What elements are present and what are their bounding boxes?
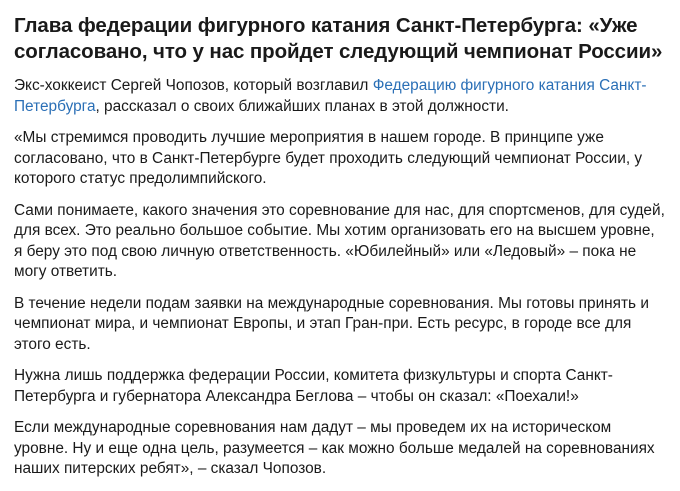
article-lead bbox=[14, 76, 666, 117]
article-paragraph: В течение недели подам заявки на международные соревнования. Мы готовы принять и чемпионат мира, и чемпионат Европы, и этап Гран-при. Есть ресурс, в городе все для этого есть. bbox=[14, 294, 649, 353]
lead-text-after: , рассказал о своих ближайших планах в этой должности. bbox=[95, 97, 509, 115]
article-paragraph: Нужна лишь поддержка федерации России, комитета физкультуры и спорта Санкт-Петербурга и губернатора Александра Беглова – чтобы он сказал: «Поехали!» bbox=[14, 367, 613, 405]
lead-text-before: Экс-хоккеист Сергей Чопозов, который возглавил bbox=[14, 77, 373, 94]
article-paragraph: Сами понимаете, какого значения это соревнование для нас, для спортсменов, для судей, для всех. Это реально большое событие. Мы хотим организовать его на высшем уровне, я беру это под свою личную ответственность. «Юбилейный» или «Ледовый» – пока не могу ответить. bbox=[14, 201, 665, 280]
article-paragraph: «Мы стремимся проводить лучшие мероприятия в нашем городе. В принципе уже согласовано, что в Санкт-Петербурге будет проходить следующий чемпионат России, у которого статус предолимпийского. bbox=[14, 129, 643, 187]
federation-link[interactable]: Федерацию фигурного катания Санкт-Петербурга bbox=[14, 77, 647, 115]
article-headline: Глава федерации фигурного катания Санкт-Петербурга: «Уже согласовано, что у нас пройдет следующий чемпионат России» bbox=[14, 14, 663, 63]
article-paragraph: Если международные соревнования нам дадут – мы проведем их на историческом уровне. Ну и еще одна цель, разумеется – как можно больше медалей на соревнованиях наших питерских ребят», – сказал Чопозов. bbox=[14, 419, 655, 477]
